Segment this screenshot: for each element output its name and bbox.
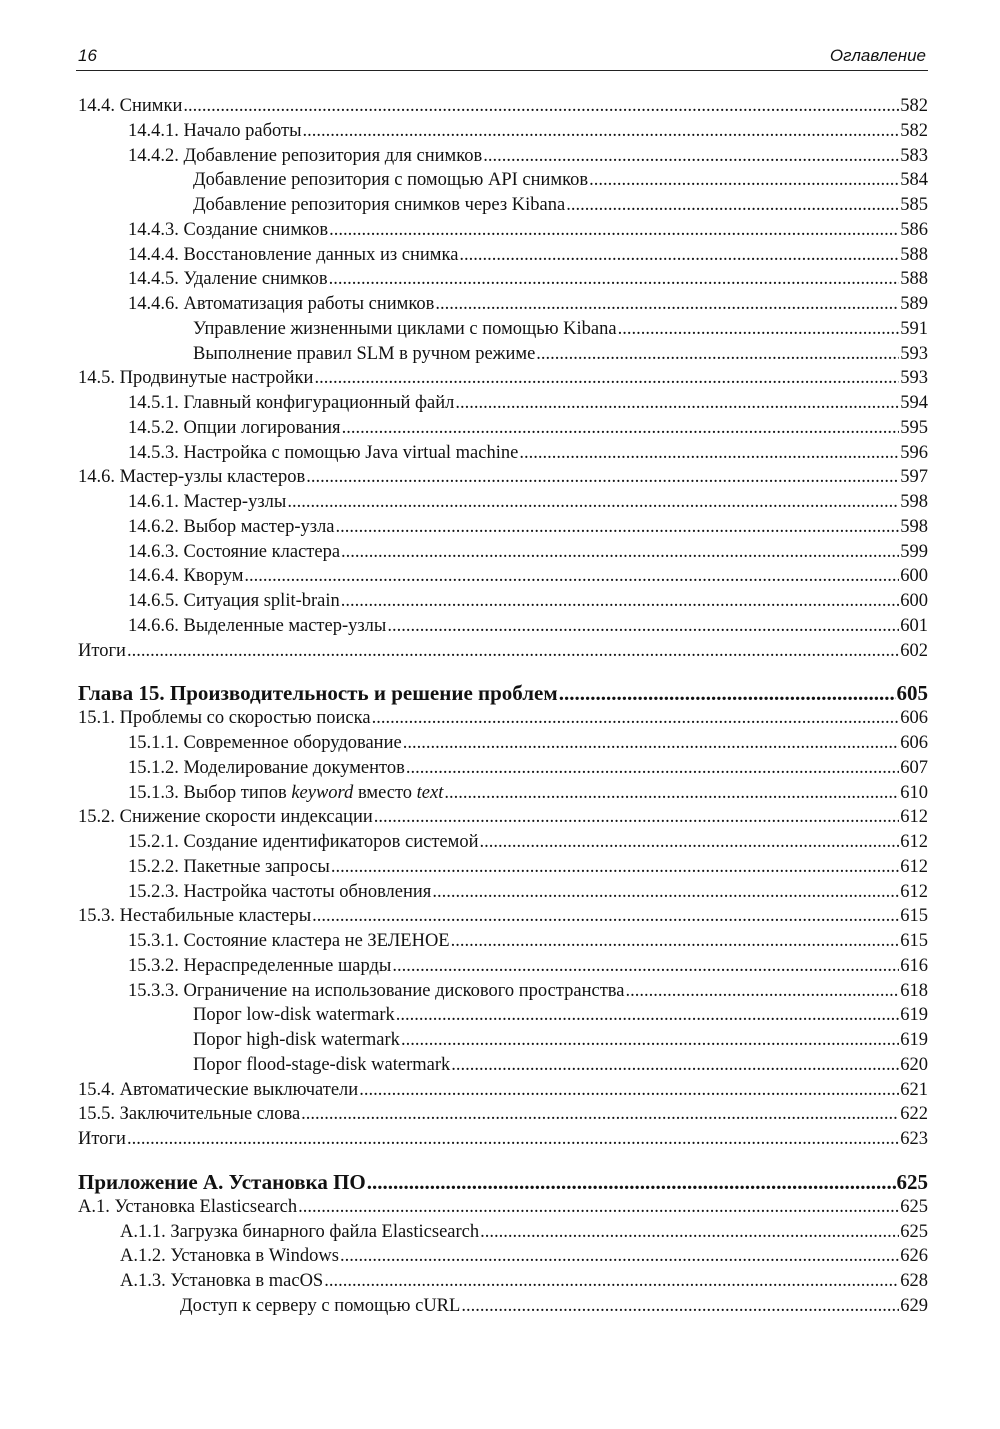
toc-entry[interactable]: 14.4.2. Добавление репозитория для снимков ..... 583	[76, 144, 928, 169]
toc-entry[interactable]: 14.5.3. Настройка с помощью Java virtual machine ..... 596	[76, 441, 928, 466]
toc-entry[interactable]: 14.6.5. Ситуация split-brain ..... 600	[76, 589, 928, 614]
toc-entry[interactable]: 14.6.3. Состояние кластера ..... 599	[76, 540, 928, 565]
toc-entry[interactable]: 14.5.2. Опции логирования ..... 595	[76, 416, 928, 441]
toc-entry[interactable]: 14.6.2. Выбор мастер-узла ..... 598	[76, 515, 928, 540]
toc-entry[interactable]: Итоги ..... 623	[76, 1127, 928, 1152]
toc-chapter-heading[interactable]: Приложение А. Установка ПО ..... 625	[76, 1170, 928, 1195]
toc-entry[interactable]: 15.2. Снижение скорости индексации ..... 612	[76, 805, 928, 830]
toc-entry[interactable]: 14.4. Снимки ..... 582	[76, 94, 928, 119]
toc-entry[interactable]: 15.1.1. Современное оборудование ..... 606	[76, 731, 928, 756]
toc-entry[interactable]: Управление жизненными циклами с помощью Kibana ..... 591	[76, 317, 928, 342]
toc-entry[interactable]: 15.3.3. Ограничение на использование дискового пространства ..... 618	[76, 979, 928, 1004]
table-of-contents	[76, 94, 928, 1319]
toc-entry[interactable]: 14.4.1. Начало работы ..... 582	[76, 119, 928, 144]
toc-entry[interactable]: 14.6. Мастер-узлы кластеров ..... 597	[76, 465, 928, 490]
toc-entry[interactable]: 14.4.4. Восстановление данных из снимка ..... 588	[76, 243, 928, 268]
toc-entry[interactable]: А.1.3. Установка в macOS ..... 628	[76, 1269, 928, 1294]
toc-entry[interactable]: Добавление репозитория снимков через Kibana ..... 585	[76, 193, 928, 218]
toc-entry[interactable]: 14.6.4. Кворум ..... 600	[76, 564, 928, 589]
toc-entry[interactable]: 14.4.6. Автоматизация работы снимков ..... 589	[76, 292, 928, 317]
toc-entry[interactable]: 15.1.3. Выбор типов keyword вместо text ..... 610	[76, 781, 928, 806]
page-header	[76, 44, 928, 71]
toc-entry[interactable]: 14.6.1. Мастер-узлы ..... 598	[76, 490, 928, 515]
page-number: 16	[78, 46, 97, 65]
toc-entry[interactable]: А.1. Установка Elasticsearch ..... 625	[76, 1195, 928, 1220]
toc-entry[interactable]: Доступ к серверу с помощью cURL ..... 629	[76, 1294, 928, 1319]
toc-entry[interactable]: 15.1. Проблемы со скоростью поиска ..... 606	[76, 706, 928, 731]
toc-entry[interactable]: А.1.1. Загрузка бинарного файла Elasticsearch ..... 625	[76, 1220, 928, 1245]
toc-entry[interactable]: 14.5.1. Главный конфигурационный файл ..... 594	[76, 391, 928, 416]
toc-entry[interactable]: 15.2.1. Создание идентификаторов системой ..... 612	[76, 830, 928, 855]
running-title: Оглавление	[829, 46, 926, 65]
toc-entry[interactable]: Порог high-disk watermark ..... 619	[76, 1028, 928, 1053]
toc-entry[interactable]: 15.5. Заключительные слова ..... 622	[76, 1102, 928, 1127]
toc-entry[interactable]: 15.1.2. Моделирование документов ..... 607	[76, 756, 928, 781]
toc-entry[interactable]: Выполнение правил SLM в ручном режиме ..... 593	[76, 342, 928, 367]
toc-entry[interactable]: 15.3.2. Нераспределенные шарды ..... 616	[76, 954, 928, 979]
toc-entry[interactable]: 15.2.2. Пакетные запросы ..... 612	[76, 855, 928, 880]
toc-entry[interactable]: Порог low-disk watermark ..... 619	[76, 1003, 928, 1028]
toc-entry[interactable]: 14.4.5. Удаление снимков ..... 588	[76, 267, 928, 292]
toc-entry[interactable]: Добавление репозитория с помощью API снимков ..... 584	[76, 168, 928, 193]
toc-entry[interactable]: Итоги ..... 602	[76, 639, 928, 664]
toc-entry[interactable]: 15.3. Нестабильные кластеры ..... 615	[76, 904, 928, 929]
toc-entry[interactable]: 14.4.3. Создание снимков ..... 586	[76, 218, 928, 243]
toc-entry[interactable]: Порог flood-stage-disk watermark ..... 620	[76, 1053, 928, 1078]
toc-entry[interactable]: 14.6.6. Выделенные мастер-узлы ..... 601	[76, 614, 928, 639]
toc-entry[interactable]: 14.5. Продвинутые настройки ..... 593	[76, 366, 928, 391]
toc-chapter-heading[interactable]: Глава 15. Производительность и решение проблем ..... 605	[76, 681, 928, 706]
toc-entry[interactable]: 15.4. Автоматические выключатели ..... 621	[76, 1078, 928, 1103]
toc-entry[interactable]: А.1.2. Установка в Windows ..... 626	[76, 1244, 928, 1269]
toc-entry[interactable]: 15.3.1. Состояние кластера не ЗЕЛЕНОЕ ..... 615	[76, 929, 928, 954]
toc-entry[interactable]: 15.2.3. Настройка частоты обновления ..... 612	[76, 880, 928, 905]
